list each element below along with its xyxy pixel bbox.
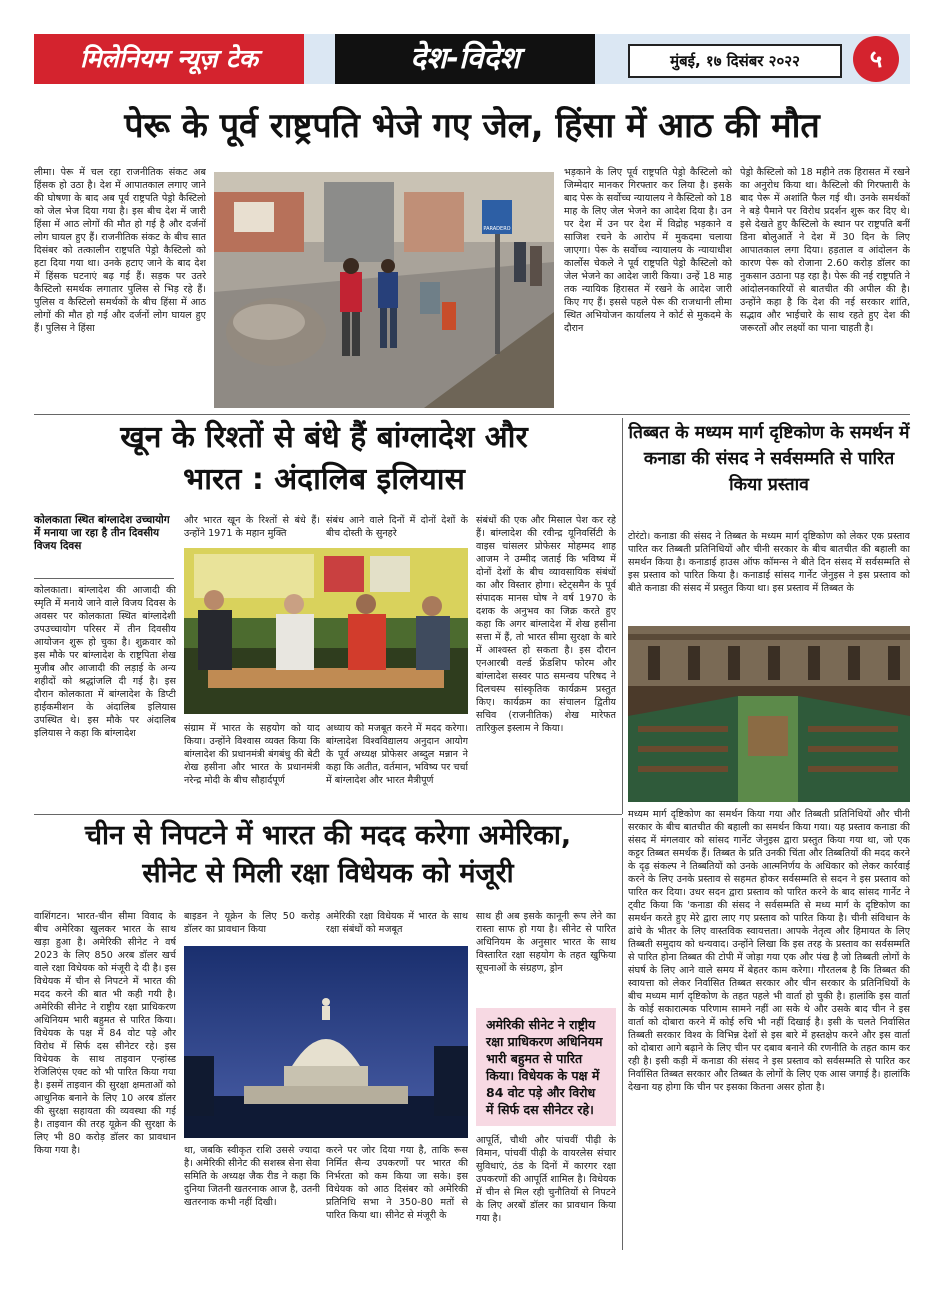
story2-col1: कोलकाता। बांग्लादेश की आजादी की स्मृति में मनाये जाने वाले विजय दिवस के अवसर पर कोलकाता स्थित बांग्लादेशी उपउच्चायोग परिसर में तीन दिवसीय आयोजन शुरू हो चुका है। शुक्रवार को इस मौके पर बांग्लादेश के राष्ट्रपिता शेख मुजीब और आजादी की लड़ाई के अन्य शहीदों को श्रद्धांजलि दी गई है। इस दौरान कोलकाता में बांग्लादेश के डिप्टी हाईकमीशन के अंदालिब इलियास उपस्थित थे। इस मौके पर अंदालिब इलियास ने कहा कि बांग्लादेश bbox=[34, 585, 176, 739]
story4-headline-line1: चीन से निपटने में भारत की मदद करेगा अमेरिका, bbox=[84, 820, 572, 851]
us-capitol-photo bbox=[184, 946, 468, 1138]
story1-headline: पेरू के पूर्व राष्ट्रपति भेजे गए जेल, हिंसा में आठ की मौत bbox=[124, 106, 820, 146]
story2-bottom-rule bbox=[34, 814, 622, 815]
story1-bottom-rule bbox=[34, 414, 910, 415]
story2-col3b: अध्याय को मजबूत करने में मदद करेगा। बांग्लादेश विश्वविद्यालय अनुदान आयोग के पूर्व अध्यक्ष प्रोफेसर अब्दुल मन्नान ने कहा कि अतीत, वर्तमान, भविष्य पर चर्चा में बांग्लादेश और भारत मैत्रीपूर्ण bbox=[326, 723, 468, 786]
story3-divider bbox=[622, 818, 623, 1250]
story2-headline-line2: भारत : अंदालिब इलियास bbox=[183, 462, 465, 497]
story4-headline-line2: सीनेट से मिली रक्षा विधेयक को मंजूरी bbox=[142, 858, 514, 889]
story4-col2a: बाइडन ने यूक्रेन के लिए 50 करोड़ डॉलर का प्रावधान किया bbox=[184, 911, 320, 935]
story3-body: मध्यम मार्ग दृष्टिकोण का समर्थन किया गया और तिब्बती प्रतिनिधियों और चीनी सरकार के बीच बातचीत की बहाली का समर्थन किया गया। यह प्रस्ताव कनाडा की संसद में मंगलवार को सांसद गार्नेट जेनुइस द्वारा प्रस्तुत किया गया था, जो एक कट्टर तिब्बत समर्थक हैं। तिब्बत के प्रति उनकी चिंता और तिब्बतियों की मदद करने के दृढ़ संकल्प ने तिब्बतियों को उनके आत्मनिर्णय के अधिकार को लेकर कार्रवाई करने के लिए उनके प्रस्ताव से सहमत होकर सर्वसम्मति से सदन ने इस प्रस्ताव को पारित कर दिया। उधर सदन द्वारा प्रस्ताव को पारित करने के बाद सांसद गार्नेट ने ट्वीट किया कि 'कनाडा की संसद ने सर्वसम्मति से मध्य मार्ग के दृष्टिकोण का समर्थन करते हुए मेरे द्वारा लाए गए प्रस्ताव को पारित किया है। चीनी संविधान के ढांचे के भीतर के लिए वास्तविक स्वायत्तता। आपके नेतृत्व और हिमायत के लिए तिब्बती समुदाय को धन्यवाद। उन्होंने लिखा कि इस तरह के प्रस्ताव का सर्वसम्मति से पारित होना तिब्बत की टोपी में जोड़ा गया एक और पंख है जो तिब्बती लोगों के संघर्ष के लिए आने वाले समय में बेहतर काम करेगा। गौरतलब है कि तिब्बत की स्वायत्ता को लेकर निर्वासित तिब्बत सरकार और चीन सरकार के प्रतिनिधियों के बीच मध्यम मार्ग दृष्टिकोण के तहत पहले भी वार्ता हो चुकी है। हालांकि इस वार्ता के कोई सकारात्मक परिणाम सामने नहीं आ सके थे और उसके बाद चीन ने इस वार्ता को दोबारा करने में कोई रुचि भी नहीं दिखाई है। इसी के चलते निर्वासित तिब्बती सरकार विश्व के विभिन्न देशों से इस बारे में हस्तक्षेप करने और इस वार्ता को दोबारा आगे बढ़ाने के लिए चीन पर दबाव बनाने की रणनीति के तहत काम कर रही है। इसी कड़ी में कनाडा की संसद ने इस प्रस्ताव को सर्वसम्मति से पारित कर निर्वासित तिब्बत सरकार और तिब्बत के लोगों के लिए एक आस जगाई है। हालांकि देखना यह होगा कि चीन पर इसका कितना असर होता है। bbox=[628, 809, 910, 1093]
brand-logo: मिलेनियम न्यूज़ टेक bbox=[34, 34, 304, 84]
story4-col1: वाशिंगटन। भारत-चीन सीमा विवाद के बीच अमेरिका खुलकर भारत के साथ खड़ा हुआ है। अमेरिकी सीनेट ने वर्ष 2023 के लिए 850 अरब डॉलर खर्च वाले रक्षा विधेयक को मंजूरी दे दी है। इस विधेयक में चीन से निपटने में भारत की मदद करने की बात भी कही गयी है। अमेरिकी सीनेट ने राष्ट्रीय रक्षा प्राधिकरण अधिनियम भारी बहुमत से पारित किया। विधेयक के पक्ष में 84 वोट पड़े और विरोध में सिर्फ दस सीनेटर रहे। इस विधेयक के साथ ताइवान एन्हांस्ड रेजिलिएंस एक्ट को भी पारित किया गया है। इसमें ताइवान की सुरक्षा क्षमताओं को आधुनिक बनाने के लिए 10 अरब डॉलर की सुरक्षा सहायता की व्यवस्था की गई है। ताइवान की तरह यूक्रेन की सुरक्षा के लिए भी 80 करोड़ डॉलर का प्रावधान किया गया है। bbox=[34, 911, 176, 1156]
story4-col4a: साथ ही अब इसके कानूनी रूप लेने का रास्ता साफ हो गया है। सीनेट से पारित अधिनियम के अनुसार भारत के साथ विस्तारित रक्षा सहयोग के तहत खुफिया सूचनाओं के संग्रहण, ड्रोन bbox=[476, 911, 616, 974]
story1-col1: लीमा। पेरू में चल रहा राजनीतिक संकट अब हिंसक हो उठा है। देश में आपातकाल लगाए जाने की घोषणा के बाद अब पूर्व राष्ट्रपति पेड्रो कैस्टिलो को जेल भेज दिया गया है। इस बीच देश में जारी हिंसा में आठ लोगों की मौत हो गई है और दर्जनों लोग घायल हुए हैं। राजनीतिक संकट के बीच सात दिसंबर को तत्कालीन राष्ट्रपति पेड्रो कैस्टिलो को हटा दिया गया था। उनके हटाए जाने के बाद देश में हिंसक घटनाएं बढ़ गई हैं। सड़क पर उतरे कैस्टिलो समर्थक लगातार पुलिस से भिड़ रहे हैं। पुलिस व कैस्टिलो समर्थकों के बीच हिंसा में आठ लोगों की मौत हो गई और दर्जनों लोग घायल हुए हैं। पुलिस ने हिंसा bbox=[34, 167, 206, 334]
story4-col4b: आपूर्ति, चौथी और पांचवीं पीढ़ी के विमान, पांचवीं पीढ़ी के वायरलेस संचार सुविधाएं, ठंड के दिनों में कारगर रक्षा उपकरणों की आपूर्ति शामिल है। विधेयक में चीन से मिल रही चुनौतियों से निपटने के लिए अरबों डॉलर का प्रावधान किया गया है। bbox=[476, 1135, 616, 1224]
story2-col2b: संग्राम में भारत के सहयोग को याद किया। उन्होंने विश्वास व्यक्त किया कि बांग्लादेश की प्रधानमंत्री बंगबंधु की बेटी शेख हसीना और भारत के प्रधानमंत्री नरेन्द्र मोदी के बीच सौहार्दपूर्ण bbox=[184, 723, 320, 786]
canada-parliament-photo bbox=[628, 626, 910, 802]
story2-kicker-rule bbox=[34, 578, 174, 579]
section-title: देश-विदेश bbox=[335, 34, 595, 84]
bangladesh-event-photo bbox=[184, 548, 468, 714]
page-number: ५ bbox=[853, 36, 899, 82]
story2-kicker: कोलकाता स्थित बांग्लादेश उच्चायोग में मनाया जा रहा है तीन दिवसीय विजय दिवस bbox=[34, 514, 170, 552]
story1-col3: पेड्रो कैस्टिलो को 18 महीने तक हिरासत में रखने का अनुरोध किया था। कैस्टिलो की गिरफ्तारी के बाद पेरू में अशांति फैल गई थी। उनके समर्थकों ने बड़े पैमाने पर विरोध प्रदर्शन शुरू कर दिए थे। इसे देखते हुए कैस्टिलो के स्थान पर राष्ट्रपति बनीं डिना बोलुआर्ते ने देश में 30 दिन के लिए आपातकाल लगा दिया। हड़ताल व आंदोलन के कारण पेरू को रोजाना 2.60 करोड़ डॉलर का नुकसान उठाना पड़ रहा है। पेरू की नई राष्ट्रपति ने आंदोलनकारियों से बातचीत की अपील की है। उन्होंने कहा है कि देश की नई सरकार शांति, सद्भाव और भाईचारे के साथ रहते हुए देश की जरूरतों और लक्ष्यों का पाना चाहती है। bbox=[740, 167, 910, 334]
story4-col3a: अमेरिकी रक्षा विधेयक में भारत के साथ रक्षा संबंधों को मजबूत bbox=[326, 911, 468, 935]
story2-col4: संबंधों की एक और मिसाल पेश कर रहे हैं। बांग्लादेश की रवीन्द्र यूनिवर्सिटी के वाइस चांसलर प्रोफेसर मोहम्मद शाह आजम ने उम्मीद जताई कि भविष्य में दोनों देशों के बीच व्यावसायिक संबंधों का और विस्तार होगा। स्टेट्समैन के पूर्व संपादक मानस घोष ने वर्ष 1970 के दशक के अनुभव का जिक्र करते हुए कहा कि अगर बांग्लादेश में शेख हसीना सत्ता में हैं, तो भारत सीमा सुरक्षा के बारे में आश्वस्त हो सकता है। इस दौरान एनआरबी वर्ल्ड फ्रेंडशिप फोरम और बांग्लादेश सस्वर पाठ समन्वय परिषद ने दिलचस्प सांस्कृतिक कार्यक्रम प्रस्तुत किए। कार्यक्रम का संचालन द्वितीय सचिव (राजनीतिक) शेख मारेफत तारिकुल इस्लाम ने किया। bbox=[476, 515, 616, 734]
story4-col3b: करने पर जोर दिया गया है, ताकि रूस निर्मित सैन्य उपकरणों पर भारत की निर्भरता को कम किया जा सके। इस विधेयक को आठ दिसंबर को अमेरिकी प्रतिनिधि सभा ने 350-80 मतों से पारित किया था। सीनेट से मंजूरी के bbox=[326, 1145, 468, 1221]
story4-col2b: था, जबकि स्वीकृत राशि उससे ज्यादा है। अमेरिकी सीनेट की सशस्त्र सेना सेवा समिति के अध्यक्ष जैक रीड ने कहा कि दुनिया जितनी खतरनाक आज है, उतनी खतरनाक कभी नहीं दिखी। bbox=[184, 1145, 320, 1208]
story2-col2a: और भारत खून के रिश्तों से बंधे हैं। उन्होंने 1971 के महान मुक्ति bbox=[184, 515, 320, 539]
story3-intro: टोरंटो। कनाडा की संसद ने तिब्बत के मध्यम मार्ग दृष्टिकोण को लेकर एक प्रस्ताव पारित कर तिब्बती प्रतिनिधियों और चीनी सरकार के बीच बातचीत की बहाली का समर्थन किया है। कनाडाई हाउस ऑफ कॉमन्स ने बीते दिन संसद में सर्वसम्मति से इस प्रस्ताव को पारित किया है। कनाडाई सांसद गार्नेट जेनुइस ने इस प्रस्ताव को बीते कनाडा की संसद में प्रस्तुत किया था। इस प्रस्ताव में तिब्बत के bbox=[628, 531, 910, 594]
bus-stop-sign: PARADERO bbox=[483, 226, 511, 232]
dateline: मुंबई, १७ दिसंबर २०२२ bbox=[628, 44, 842, 78]
story2-headline-line1: खून के रिश्तों से बंधे हैं बांग्लादेश और bbox=[120, 420, 528, 455]
story3-headline: तिब्बत के मध्यम मार्ग दृष्टिकोण के समर्थन में कनाडा की संसद ने सर्वसम्मति से पारित किया प्रस्ताव bbox=[628, 423, 910, 495]
story4-pullquote: अमेरिकी सीनेट ने राष्ट्रीय रक्षा प्राधिकरण अधिनियम भारी बहुमत से पारित किया। विधेयक के पक्ष में 84 वोट पड़े और विरोध में सिर्फ दस सीनेटर रहे। bbox=[476, 1008, 616, 1126]
story2-col3a: संबंध आने वाले दिनों में दोनों देशों के बीच दोस्ती के सुनहरे bbox=[326, 515, 468, 539]
story1-col2: भड़काने के लिए पूर्व राष्ट्रपति पेड्रो कैस्टिलो को जिम्मेदार मानकर गिरफ्तार कर लिया है। इसके बाद पेरू के सर्वोच्च न्यायालय ने कैस्टिलो को 18 माह के लिए जेल भेजने का आदेश दिया है। उन पर देश में उन पर देश में विद्रोह भड़काने व साजिश रचने के आरोप में मुकदमा चलाया जाएगा। पेरू के सर्वोच्च न्यायालय के न्यायाधीश कार्लोस चेकले ने पूर्व राष्ट्रपति पेड्रो कैस्टिलो को जेल भेजने का आदेश जारी किया। उन्हें 18 माह तक न्यायिक हिरासत में रखने के आदेश जारी किए गए हैं। इससे पहले पेरू की राजधानी लीमा स्थित अभियोजन कार्यालय ने कोर्ट से मुकदमे के दौरान bbox=[564, 167, 732, 334]
peru-protest-photo bbox=[214, 172, 554, 408]
story2-divider bbox=[622, 418, 623, 814]
